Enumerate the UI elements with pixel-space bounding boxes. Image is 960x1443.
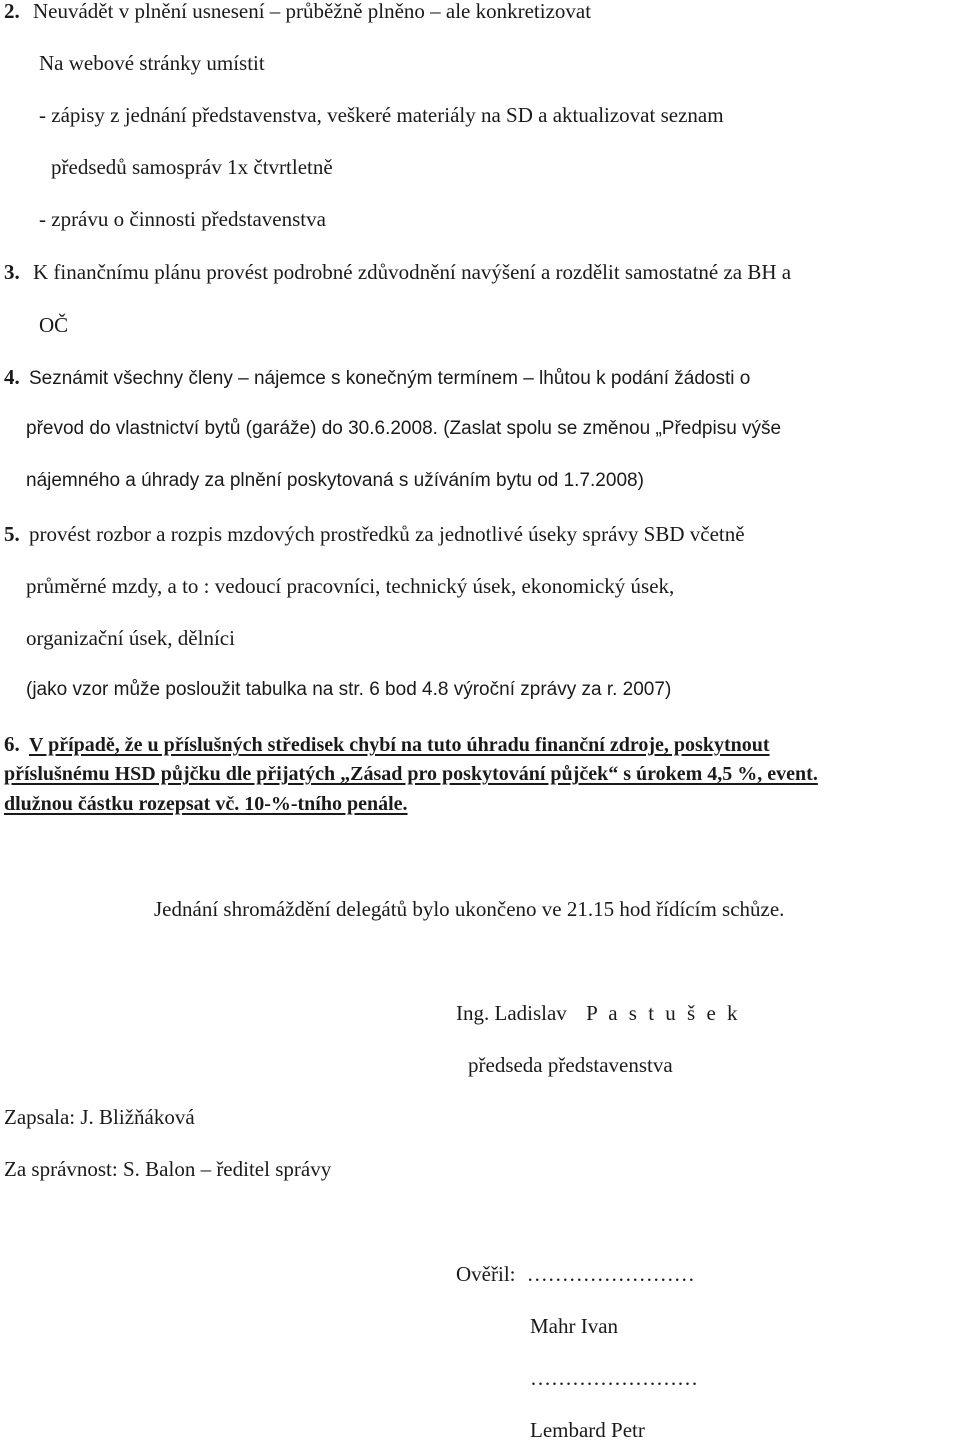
item-4-text-a: Seznámit všechny členy – nájemce s konečným termínem – lhůtou k podání žádosti o <box>29 368 751 389</box>
item-2-bullet-1a: - zápisy z jednání představenstva, veškeré materiály na SD a aktualizovat seznam <box>39 103 724 127</box>
verification-label: Ověřil: <box>456 1262 516 1286</box>
item-4-text-c: nájemného a úhrady za plnění poskytovaná s užíváním bytu od 1.7.2008) <box>26 470 644 491</box>
item-3-text-b: OČ <box>39 313 69 337</box>
item-2-line-1 <box>4 0 591 24</box>
closing-statement: Jednání shromáždění delegátů bylo ukončeno ve 21.15 hod řídícím schůze. <box>154 897 785 921</box>
verifier-name-1: Mahr Ivan <box>530 1314 619 1338</box>
item-5-text-b: průměrné mzdy, a to : vedoucí pracovníci, technický úsek, ekonomický úsek, <box>26 574 675 598</box>
recorded-by: Zapsala: J. Bližňáková <box>4 1105 195 1129</box>
item-6-text-c: dlužnou částku rozepsat vč. 10-%-tního penále. <box>4 793 408 815</box>
item-2-text: Neuvádět v plnění usnesení – průběžně plněno – ale konkretizovat <box>33 0 592 23</box>
item-4-number: 4. <box>4 365 20 389</box>
correctness-note: Za správnost: S. Balon – ředitel správy <box>4 1157 332 1181</box>
item-3-number: 3. <box>4 260 20 284</box>
item-6-number: 6. <box>4 732 20 756</box>
item-3-line-1 <box>4 259 791 285</box>
verifier-name-2: Lembard Petr <box>530 1418 645 1442</box>
item-5-text-c: organizační úsek, dělníci <box>26 626 235 650</box>
signature-role: předseda představenstva <box>468 1053 673 1077</box>
item-6-text-a: V případě, že u příslušných středisek chybí na tuto úhradu finanční zdroje, poskytnout <box>29 734 770 756</box>
item-5-text-a: provést rozbor a rozpis mzdových prostředků za jednotlivé úseky správy SBD včetně <box>29 522 745 546</box>
item-6-text-b: příslušnému HSD půjčku dle přijatých „Zásad pro poskytování půjček“ s úrokem 4,5 %, event. <box>4 763 818 785</box>
item-4-line-1 <box>4 364 750 392</box>
item-6-line-1 <box>4 731 770 758</box>
signature-title: Ing. Ladislav <box>456 1001 567 1025</box>
item-5-line-1 <box>4 521 745 547</box>
item-2-number: 2. <box>4 0 20 23</box>
item-2-bullet-2: - zprávu o činnosti představenstva <box>39 207 326 231</box>
verification-line <box>456 1261 695 1287</box>
item-3-text-a: K finančnímu plánu provést podrobné zdůvodnění navýšení a rozdělit samostatné za BH a <box>33 260 792 284</box>
item-5-number: 5. <box>4 522 20 546</box>
verification-dots-1: …………………… <box>526 1262 695 1286</box>
signature-surname: P a s t u š e k <box>586 1001 741 1025</box>
item-5-text-d: (jako vzor může posloužit tabulka na str. 6 bod 4.8 výroční zprávy za r. 2007) <box>26 679 672 700</box>
signature-name <box>456 1000 741 1026</box>
item-2-subheading: Na webové stránky umístit <box>39 51 265 75</box>
item-2-bullet-1b: předsedů samospráv 1x čtvrtletně <box>51 155 333 179</box>
item-4-text-b: převod do vlastnictví bytů (garáže) do 30.6.2008. (Zaslat spolu se změnou „Předpisu výše <box>26 418 782 439</box>
verification-dots-2: …………………… <box>530 1366 698 1390</box>
